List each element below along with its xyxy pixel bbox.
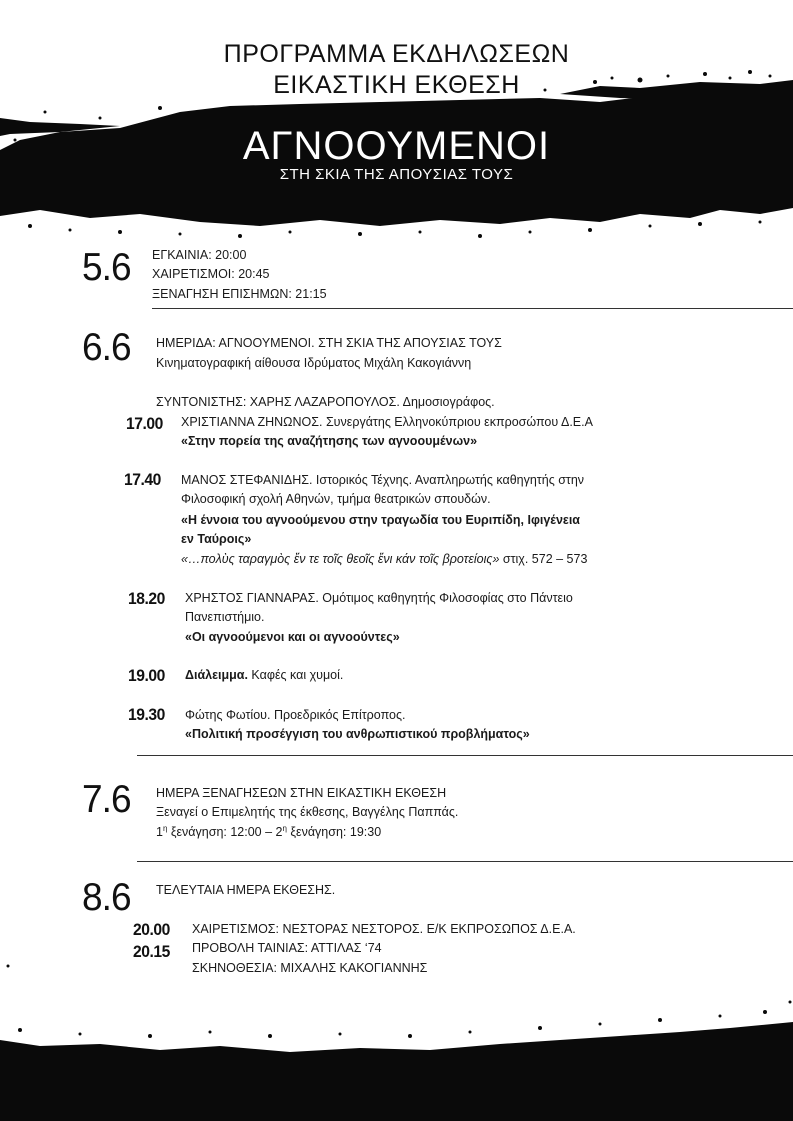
section-divider [152, 308, 793, 309]
date-7-6: 7.6 [82, 778, 131, 821]
program-heading: ΠΡΟΓΡΑΜΜΑ ΕΚΔΗΛΩΣΕΩΝ [223, 40, 570, 68]
session-time: 17.40 [124, 470, 161, 489]
symposium-venue: Κινηματογραφική αίθουσα Ιδρύματος Μιχάλη Κακογιάννη [156, 356, 472, 370]
bottom-brush-stroke [0, 1022, 793, 1121]
screening-line: ΠΡΟΒΟΛΗ ΤΑΙΝΙΑΣ: ΑΤΤΙΛΑΣ ‘74 [192, 941, 382, 955]
exhibition-title: ΑΓΝΟΟΥΜΕΝΟΙ [242, 124, 551, 168]
speaker-line: Φώτης Φωτίου. Προεδρικός Επίτροπος. [185, 708, 406, 722]
ordinal-suffix: η [162, 823, 168, 833]
tour-day-title: ΗΜΕΡΑ ΞΕΝΑΓΗΣΕΩΝ ΣΤΗΝ ΕΙΚΑΣΤΙΚΗ ΕΚΘΕΣΗ [156, 786, 447, 800]
tour-number: 1 [156, 825, 163, 839]
session-time: 17.00 [126, 414, 163, 433]
speaker-line: ΧΡΙΣΤΙΑΝΝΑ ΖΗΝΩΝΟΣ. Συνεργάτης Ελληνοκύπριου εκπροσώπου Δ.Ε.Α [181, 415, 593, 429]
session-time: 19.30 [128, 705, 165, 724]
talk-title: «Στην πορεία της αναζήτησης των αγνοουμένων» [181, 434, 478, 448]
session-time: 19.00 [128, 666, 165, 685]
tour-guide: Ξεναγεί ο Επιμελητής της έκθεσης, Βαγγέλης Παππάς. [156, 805, 459, 819]
break-detail: Καφές και χυμοί. [247, 668, 344, 682]
date-8-6: 8.6 [82, 876, 131, 919]
verse-reference: στιχ. 572 – 573 [499, 552, 588, 566]
director-line: ΣΚΗΝΟΘΕΣΙΑ: ΜΙΧΑΛΗΣ ΚΑΚΟΓΙΑΝΝΗΣ [192, 961, 428, 975]
speaker-line-cont: Πανεπιστήμιο. [185, 610, 265, 624]
tour-time-text: ξενάγηση: 19:30 [286, 825, 382, 839]
event-time: 20.00 [133, 920, 170, 939]
session-time: 18.20 [128, 589, 165, 608]
speaker-line-cont: Φιλοσοφική σχολή Αθηνών, τμήμα θεατρικών σπουδών. [181, 492, 491, 506]
date-6-6: 6.6 [82, 326, 131, 369]
tour-times [156, 823, 381, 841]
exhibition-heading: ΕΙΚΑΣΤΙΚΗ ΕΚΘΕΣΗ [273, 71, 520, 99]
speaker-line: ΜΑΝΟΣ ΣΤΕΦΑΝΙΔΗΣ. Ιστορικός Τέχνης. Αναπληρωτής καθηγητής στην [181, 473, 585, 487]
talk-title-cont: εν Ταύροις» [181, 532, 252, 546]
speaker-line: ΧΡΗΣΤΟΣ ΓΙΑΝΝΑΡΑΣ. Ομότιμος καθηγητής Φιλοσοφίας στο Πάντειο [185, 591, 573, 605]
symposium-coordinator: ΣΥΝΤΟΝΙΣΤΗΣ: ΧΑΡΗΣ ΛΑΖΑΡΟΠΟΥΛΟΣ. Δημοσιογράφος. [156, 395, 495, 409]
talk-title: «Πολιτική προσέγγιση του ανθρωπιστικού προβλήματος» [185, 727, 530, 741]
date-5-6: 5.6 [82, 246, 131, 289]
break-line [185, 666, 343, 684]
ordinal-suffix: η [282, 823, 287, 833]
greetings-time: ΧΑΙΡΕΤΙΣΜΟΙ: 20:45 [152, 267, 270, 281]
talk-title: «Η έννοια του αγνοούμενου στην τραγωδία του Ευριπίδη, Ιφιγένεια [181, 513, 580, 527]
verse-quote [181, 550, 587, 568]
greeting-line: ΧΑΙΡΕΤΙΣΜΟΣ: ΝΕΣΤΟΡΑΣ ΝΕΣΤΟΡΟΣ. Ε/Κ ΕΚΠΡΟΣΩΠΟΣ Δ.Ε.Α. [192, 922, 576, 936]
section-divider [137, 755, 793, 756]
verse-quote-text: «…πολὺς ταραγμὸς ἔν τε τοῖς θεοῖς ἔνι κάν τοῖς βροτείοις» [181, 552, 500, 566]
tour-number: 2 [275, 825, 283, 839]
symposium-title: ΗΜΕΡΙΔΑ: ΑΓΝΟΟΥΜΕΝΟΙ. ΣΤΗ ΣΚΙΑ ΤΗΣ ΑΠΟΥΣΙΑΣ ΤΟΥΣ [156, 336, 502, 350]
official-tour-time: ΞΕΝΑΓΗΣΗ ΕΠΙΣΗΜΩΝ: 21:15 [152, 287, 327, 301]
section-divider [137, 861, 793, 862]
opening-time: ΕΓΚΑΙΝΙΑ: 20:00 [152, 248, 247, 262]
talk-title: «Οι αγνοούμενοι και οι αγνοούντες» [185, 630, 400, 644]
event-time: 20.15 [133, 942, 170, 961]
break-label: Διάλειμμα. [185, 668, 248, 682]
final-day-title: ΤΕΛΕΥΤΑΙΑ ΗΜΕΡΑ ΕΚΘΕΣΗΣ. [156, 883, 336, 897]
exhibition-subtitle: ΣΤΗ ΣΚΙΑ ΤΗΣ ΑΠΟΥΣΙΑΣ ΤΟΥΣ [279, 166, 514, 183]
tour-time-text: ξενάγηση: 12:00 – [167, 825, 276, 839]
